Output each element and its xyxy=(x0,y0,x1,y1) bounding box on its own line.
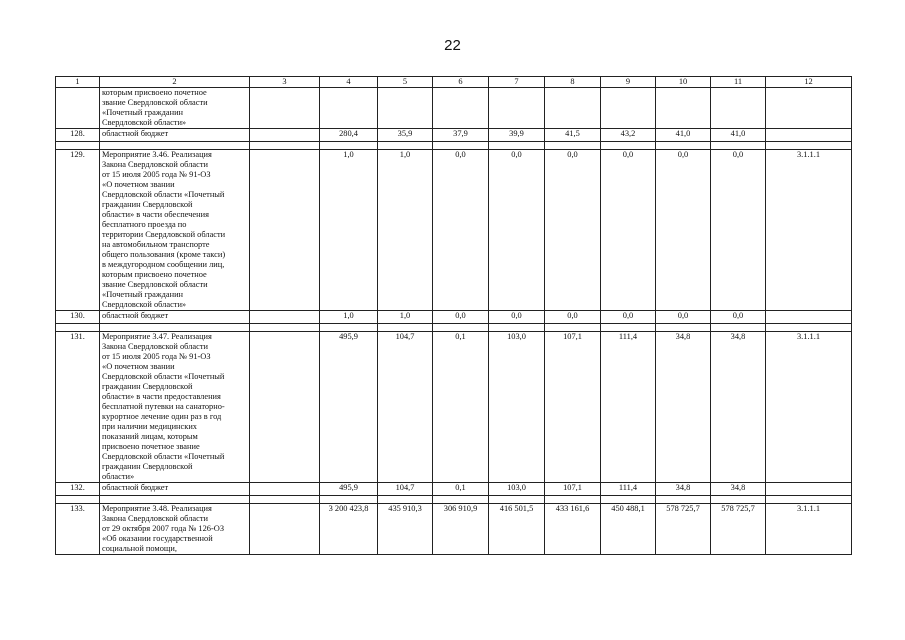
value-cell: 416 501,5 xyxy=(489,504,545,555)
spacer-cell xyxy=(100,142,250,150)
description-line: показаний лицам, которым xyxy=(102,432,198,441)
description-line: «О почетном звании xyxy=(102,362,175,371)
row-description xyxy=(100,150,250,311)
description-line: «Почетный гражданин xyxy=(102,108,184,117)
spacer-cell xyxy=(766,142,852,150)
value-cell: 0,0 xyxy=(601,311,656,324)
value-cell xyxy=(433,88,489,129)
description-line: Мероприятие 3.46. Реализация xyxy=(102,150,212,159)
value-cell xyxy=(378,88,433,129)
value-cell xyxy=(320,88,378,129)
description-line: области» xyxy=(102,472,135,481)
value-cell: 34,8 xyxy=(711,332,766,483)
value-cell: 450 488,1 xyxy=(601,504,656,555)
value-cell: 111,4 xyxy=(601,332,656,483)
budget-row xyxy=(56,129,852,142)
value-cell: 34,8 xyxy=(656,483,711,496)
value-cell: 0,0 xyxy=(656,150,711,311)
spacer-cell xyxy=(711,324,766,332)
row-description xyxy=(100,483,250,496)
spacer-cell xyxy=(766,496,852,504)
description-line: «Почетный гражданин xyxy=(102,290,184,299)
value-cell: 0,0 xyxy=(433,311,489,324)
description-line: гражданин Свердловской xyxy=(102,382,193,391)
description-line: от 15 июля 2005 года № 91-ОЗ xyxy=(102,170,211,179)
spacer-cell xyxy=(601,324,656,332)
description-line: областной бюджет xyxy=(102,129,169,138)
column-header: 1 xyxy=(56,77,100,88)
budget-row xyxy=(56,483,852,496)
value-cell: 495,9 xyxy=(320,483,378,496)
value-cell xyxy=(489,88,545,129)
spacer-cell xyxy=(711,142,766,150)
table-row xyxy=(56,88,852,129)
target-code: 3.1.1.1 xyxy=(766,504,852,555)
description-line: Закона Свердловской области xyxy=(102,342,208,351)
value-cell: 1,0 xyxy=(320,311,378,324)
spacer-cell xyxy=(250,324,320,332)
value-cell: 0,0 xyxy=(711,311,766,324)
row-number: 128. xyxy=(56,129,100,142)
value-cell xyxy=(601,88,656,129)
value-cell: 111,4 xyxy=(601,483,656,496)
value-cell: 578 725,7 xyxy=(711,504,766,555)
value-cell: 1,0 xyxy=(320,150,378,311)
spacer-cell xyxy=(601,496,656,504)
description-line: Мероприятие 3.47. Реализация xyxy=(102,332,212,341)
header-row xyxy=(56,77,852,88)
value-cell: 0,1 xyxy=(433,332,489,483)
value-cell: 39,9 xyxy=(489,129,545,142)
spacer-cell xyxy=(56,496,100,504)
row-number: 132. xyxy=(56,483,100,496)
spacer-cell xyxy=(489,496,545,504)
description-line: Мероприятие 3.48. Реализация xyxy=(102,504,212,513)
page-number: 22 xyxy=(444,37,461,54)
column-3-cell xyxy=(250,332,320,483)
spacer-cell xyxy=(656,324,711,332)
table-row xyxy=(56,332,852,483)
description-line: курортное лечение один раз в год xyxy=(102,412,222,421)
value-cell: 35,9 xyxy=(378,129,433,142)
value-cell: 34,8 xyxy=(711,483,766,496)
spacer-cell xyxy=(250,496,320,504)
spacer-cell xyxy=(250,142,320,150)
spacer-cell xyxy=(433,142,489,150)
value-cell: 34,8 xyxy=(656,332,711,483)
column-header: 6 xyxy=(433,77,489,88)
value-cell: 0,0 xyxy=(545,150,601,311)
row-number: 130. xyxy=(56,311,100,324)
description-line: при наличии медицинских xyxy=(102,422,197,431)
row-number xyxy=(56,88,100,129)
description-line: гражданин Свердловской xyxy=(102,462,193,471)
value-cell: 43,2 xyxy=(601,129,656,142)
value-cell: 0,0 xyxy=(601,150,656,311)
value-cell: 435 910,3 xyxy=(378,504,433,555)
row-number: 133. xyxy=(56,504,100,555)
value-cell xyxy=(656,88,711,129)
description-line: бесплатной путевки на санаторно- xyxy=(102,402,225,411)
value-cell: 107,1 xyxy=(545,332,601,483)
description-line: общего пользования (кроме такси) xyxy=(102,250,226,259)
value-cell: 104,7 xyxy=(378,483,433,496)
description-line: которым присвоено почетное xyxy=(102,270,207,279)
description-line: Свердловской области» xyxy=(102,300,187,309)
spacer-cell xyxy=(656,142,711,150)
value-cell: 0,0 xyxy=(711,150,766,311)
description-line: социальной помощи, xyxy=(102,544,177,553)
row-description xyxy=(100,129,250,142)
description-line: областной бюджет xyxy=(102,483,169,492)
budget-row xyxy=(56,311,852,324)
description-line: области» в части обеспечения xyxy=(102,210,209,219)
table-row xyxy=(56,504,852,555)
description-line: присвоено почетное звание xyxy=(102,442,200,451)
column-3-cell xyxy=(250,88,320,129)
value-cell: 1,0 xyxy=(378,311,433,324)
table-row xyxy=(56,150,852,311)
value-cell: 0,1 xyxy=(433,483,489,496)
value-cell: 495,9 xyxy=(320,332,378,483)
description-line: Закона Свердловской области xyxy=(102,160,208,169)
column-header: 11 xyxy=(711,77,766,88)
spacer-cell xyxy=(320,496,378,504)
row-description xyxy=(100,311,250,324)
value-cell: 0,0 xyxy=(656,311,711,324)
target-code: 3.1.1.1 xyxy=(766,332,852,483)
row-description xyxy=(100,504,250,555)
value-cell: 578 725,7 xyxy=(656,504,711,555)
row-number: 131. xyxy=(56,332,100,483)
value-cell: 41,0 xyxy=(656,129,711,142)
spacer-cell xyxy=(656,496,711,504)
spacer-row xyxy=(56,496,852,504)
spacer-cell xyxy=(100,324,250,332)
spacer-cell xyxy=(320,324,378,332)
value-cell: 1,0 xyxy=(378,150,433,311)
column-header: 9 xyxy=(601,77,656,88)
column-header: 2 xyxy=(100,77,250,88)
value-cell: 107,1 xyxy=(545,483,601,496)
target-code xyxy=(766,88,852,129)
column-header: 3 xyxy=(250,77,320,88)
column-3-cell xyxy=(250,150,320,311)
description-line: «О почетном звании xyxy=(102,180,175,189)
column-header: 12 xyxy=(766,77,852,88)
value-cell: 3 200 423,8 xyxy=(320,504,378,555)
value-cell: 433 161,6 xyxy=(545,504,601,555)
spacer-cell xyxy=(433,496,489,504)
spacer-row xyxy=(56,324,852,332)
value-cell: 103,0 xyxy=(489,332,545,483)
value-cell: 0,0 xyxy=(489,311,545,324)
value-cell: 280,4 xyxy=(320,129,378,142)
spacer-cell xyxy=(56,142,100,150)
column-3-cell xyxy=(250,483,320,496)
value-cell: 103,0 xyxy=(489,483,545,496)
description-line: на автомобильном транспорте xyxy=(102,240,210,249)
description-line: от 29 октября 2007 года № 126-ОЗ xyxy=(102,524,225,533)
budget-table xyxy=(55,76,852,555)
description-line: территории Свердловской области xyxy=(102,230,226,239)
spacer-cell xyxy=(545,142,601,150)
value-cell: 37,9 xyxy=(433,129,489,142)
column-header: 8 xyxy=(545,77,601,88)
column-header: 10 xyxy=(656,77,711,88)
value-cell: 0,0 xyxy=(489,150,545,311)
column-header: 5 xyxy=(378,77,433,88)
description-line: области» в части предоставления xyxy=(102,392,221,401)
spacer-cell xyxy=(601,142,656,150)
value-cell: 41,0 xyxy=(711,129,766,142)
spacer-cell xyxy=(320,142,378,150)
value-cell xyxy=(545,88,601,129)
description-line: от 15 июля 2005 года № 91-ОЗ xyxy=(102,352,211,361)
spacer-cell xyxy=(378,324,433,332)
value-cell xyxy=(711,88,766,129)
spacer-cell xyxy=(489,324,545,332)
target-code xyxy=(766,129,852,142)
description-line: в междугородном сообщении лиц, xyxy=(102,260,225,269)
spacer-cell xyxy=(545,496,601,504)
row-description xyxy=(100,332,250,483)
spacer-cell xyxy=(100,496,250,504)
value-cell: 104,7 xyxy=(378,332,433,483)
value-cell: 41,5 xyxy=(545,129,601,142)
description-line: Свердловской области «Почетный xyxy=(102,190,225,199)
target-code xyxy=(766,483,852,496)
target-code xyxy=(766,311,852,324)
spacer-row xyxy=(56,142,852,150)
spacer-cell xyxy=(545,324,601,332)
spacer-cell xyxy=(766,324,852,332)
description-line: бесплатного проезда по xyxy=(102,220,187,229)
spacer-cell xyxy=(56,324,100,332)
target-code: 3.1.1.1 xyxy=(766,150,852,311)
spacer-cell xyxy=(433,324,489,332)
column-header: 7 xyxy=(489,77,545,88)
column-3-cell xyxy=(250,129,320,142)
spacer-cell xyxy=(378,142,433,150)
description-line: звание Свердловской области xyxy=(102,98,208,107)
column-header: 4 xyxy=(320,77,378,88)
column-3-cell xyxy=(250,311,320,324)
value-cell: 306 910,9 xyxy=(433,504,489,555)
value-cell: 0,0 xyxy=(433,150,489,311)
description-line: звание Свердловской области xyxy=(102,280,208,289)
spacer-cell xyxy=(711,496,766,504)
description-line: областной бюджет xyxy=(102,311,169,320)
description-line: Закона Свердловской области xyxy=(102,514,208,523)
column-3-cell xyxy=(250,504,320,555)
description-line: гражданин Свердловской xyxy=(102,200,193,209)
description-line: Свердловской области «Почетный xyxy=(102,452,225,461)
spacer-cell xyxy=(378,496,433,504)
description-line: «Об оказании государственной xyxy=(102,534,213,543)
row-number: 129. xyxy=(56,150,100,311)
description-line: Свердловской области» xyxy=(102,118,187,127)
row-description xyxy=(100,88,250,129)
spacer-cell xyxy=(489,142,545,150)
description-line: которым присвоено почетное xyxy=(102,88,207,97)
description-line: Свердловской области «Почетный xyxy=(102,372,225,381)
value-cell: 0,0 xyxy=(545,311,601,324)
